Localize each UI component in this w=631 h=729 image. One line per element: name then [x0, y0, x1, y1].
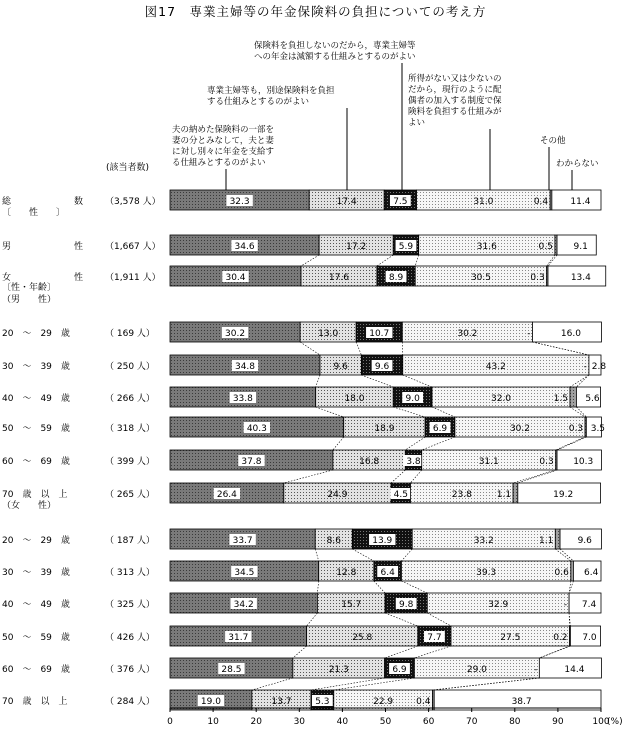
data-label: 3.8: [406, 457, 421, 467]
data-label: -: [534, 665, 538, 675]
data-label: 9.6: [577, 536, 592, 546]
data-label: 13.0: [318, 329, 339, 339]
legend-label: 偶者の加入する制度で保: [408, 96, 502, 106]
row-category-label: 70 歳 以 上: [2, 490, 68, 500]
data-label: 18.0: [344, 394, 365, 404]
group-label: （男 性）: [2, 295, 57, 305]
row-category-label: 70 歳 以 上: [2, 697, 68, 707]
connector-line: [548, 255, 557, 266]
data-label: 24.9: [327, 490, 348, 500]
data-label: 9.1: [573, 242, 588, 252]
data-label: 6.9: [432, 424, 448, 434]
data-label: 16.0: [560, 329, 581, 339]
connector-line: [410, 470, 421, 483]
data-label: -: [583, 362, 587, 372]
data-label: 7.4: [581, 600, 597, 610]
row-count-label: （ 169 人）: [105, 329, 155, 339]
connector-line: [361, 375, 393, 387]
data-label: 5.9: [398, 242, 414, 252]
data-label: 34.2: [233, 600, 254, 610]
data-label: 28.5: [221, 665, 242, 675]
row-count-label: （ 250 人）: [105, 362, 155, 372]
group-label: 〔性・年齢〕: [2, 283, 57, 293]
data-label: 17.4: [336, 197, 357, 207]
connector-line: [570, 375, 589, 387]
data-label: 19.2: [553, 490, 574, 500]
data-label: 33.7: [232, 536, 253, 546]
data-label: 26.4: [216, 490, 237, 500]
connector-line: [377, 255, 393, 266]
connector-line: [333, 437, 344, 450]
connector-line: [414, 646, 451, 658]
data-label: 31.7: [228, 633, 249, 643]
row-category-label: 60 ～ 69 歳: [2, 665, 70, 675]
connector-line: [317, 581, 318, 593]
data-label: 17.2: [346, 242, 367, 252]
data-label: 9.0: [405, 394, 420, 404]
row-count-label: （1,911 人）: [105, 273, 161, 283]
data-label: 22.9: [373, 697, 394, 707]
connector-line: [427, 613, 451, 626]
data-label: 39.3: [476, 568, 497, 578]
data-label: 8.9: [388, 273, 404, 283]
connector-line: [316, 407, 344, 417]
row-count-label: （ 187 人）: [105, 536, 155, 546]
row-category-label: 50 ～ 59 歳: [2, 633, 70, 643]
row-category-label: 20 ～ 29 歳: [2, 329, 70, 339]
data-label: 18.9: [374, 424, 395, 434]
data-label: 32.0: [490, 394, 512, 404]
data-label: 30.5: [470, 273, 491, 283]
legend-label: 所得がない又は少ないの: [408, 74, 502, 84]
data-label: -: [527, 329, 531, 339]
x-unit-label: (%): [607, 717, 623, 727]
data-label: 1.5: [553, 394, 568, 404]
data-label: 6.4: [584, 568, 599, 578]
data-label: 9.8: [399, 600, 414, 610]
data-label: 13.9: [372, 536, 393, 546]
bar-segment: [570, 387, 576, 407]
x-tick-label: 50: [379, 717, 392, 727]
data-label: 8.6: [326, 536, 341, 546]
legend-label: わからない: [556, 159, 599, 169]
connector-line: [403, 375, 432, 387]
row-count-label: （ 318 人）: [105, 424, 155, 434]
row-count-label: （ 426 人）: [105, 633, 155, 643]
data-label: 14.4: [564, 665, 585, 675]
data-label: 30.2: [457, 329, 478, 339]
x-tick-label: 90: [552, 717, 564, 727]
row-count-label: （1,667 人）: [105, 242, 161, 252]
x-tick-label: 0: [167, 717, 173, 727]
data-label: 6.9: [392, 665, 407, 675]
data-label: 37.8: [241, 457, 262, 467]
row-category-label: 40 ～ 49 歳: [2, 394, 70, 404]
data-label: 25.8: [352, 633, 373, 643]
bar-segment: [555, 529, 560, 549]
count-header: (該当者数): [106, 163, 150, 173]
data-label: 30.4: [225, 273, 246, 283]
x-tick-label: 20: [250, 717, 262, 727]
data-label: 1.1: [538, 536, 554, 546]
row-category-label: 60 ～ 69 歳: [2, 457, 70, 467]
legend-label: その他: [540, 136, 566, 146]
data-label: 0.4: [416, 697, 431, 707]
data-label: 31.0: [473, 197, 494, 207]
data-label: 4.5: [393, 490, 408, 500]
x-tick-label: 100: [592, 717, 610, 727]
legend-label: への年金は減額する仕組みとするのがよい: [254, 52, 416, 62]
connector-line: [252, 678, 293, 690]
connector-line: [356, 342, 361, 355]
data-label: 10.3: [573, 457, 594, 467]
data-label: 34.8: [234, 362, 256, 372]
connector-line: [432, 407, 455, 417]
data-label: 12.8: [336, 568, 357, 578]
row-category-label: 総 数: [2, 197, 84, 207]
row-category-label: 30 ～ 39 歳: [2, 568, 70, 578]
connector-line: [300, 342, 320, 355]
data-label: 13.4: [570, 273, 591, 283]
bar-segment: [513, 483, 518, 503]
connector-line: [415, 255, 418, 266]
legend-label: よい: [408, 118, 426, 128]
row-count-label: （ 266 人）: [105, 394, 155, 404]
data-label: 1.1: [496, 490, 512, 500]
connector-line: [307, 613, 318, 626]
row-category-label: 男 性: [2, 242, 84, 252]
data-label: 40.3: [246, 424, 267, 434]
connector-line: [434, 678, 539, 690]
legend-label: 専業主婦等も，別途保険料を負担: [207, 86, 335, 96]
row-count-label: （ 284 人）: [105, 697, 155, 707]
connector-line: [422, 437, 455, 450]
row-category-label: 50 ～ 59 歳: [2, 424, 70, 434]
data-label: 3.5: [590, 424, 606, 434]
data-label: 29.0: [466, 665, 487, 675]
x-tick-label: 80: [509, 717, 521, 727]
x-tick-label: 70: [465, 717, 478, 727]
connector-line: [570, 407, 585, 417]
x-tick-label: 30: [293, 717, 306, 727]
data-label: 33.8: [232, 394, 253, 404]
group-label: 〔 性 〕: [2, 208, 66, 218]
data-label: 0.5: [538, 242, 553, 252]
connector-line: [293, 646, 307, 658]
data-label: -: [563, 600, 568, 610]
data-label: 7.7: [427, 633, 442, 643]
connector-line: [547, 255, 555, 266]
connector-line: [401, 581, 427, 593]
data-label: 13.7: [271, 697, 292, 707]
row-count-label: （ 265 人）: [105, 490, 155, 500]
row-count-label: （ 376 人）: [105, 665, 155, 675]
data-label: 43.2: [485, 362, 506, 372]
data-label: 9.6: [374, 362, 390, 372]
data-label: 0.6: [554, 568, 569, 578]
data-label: 31.1: [478, 457, 499, 467]
connector-line: [316, 375, 320, 387]
row-category-label: 40 ～ 49 歳: [2, 600, 70, 610]
connector-line: [393, 407, 425, 417]
chart-title: 図17 専業主婦等の年金保険料の負担についての考え方: [144, 4, 487, 19]
connector-line: [405, 437, 425, 450]
legend-label: 妻の分とみなして，夫と妻: [172, 136, 274, 146]
data-label: 11.4: [570, 197, 591, 207]
data-label: 7.0: [582, 633, 597, 643]
row-count-label: （ 399 人）: [105, 457, 155, 467]
legend-label: に対し別々に年金を支給す: [172, 147, 275, 157]
connector-line: [560, 549, 573, 561]
x-tick-label: 40: [336, 717, 349, 727]
x-tick-label: 60: [422, 717, 435, 727]
data-label: 34.5: [234, 568, 255, 578]
connector-line: [315, 549, 318, 561]
data-label: 0.4: [533, 197, 549, 207]
connector-line: [374, 581, 385, 593]
connector-line: [334, 678, 415, 690]
data-label: 30.2: [225, 329, 246, 339]
x-tick-label: 10: [207, 717, 219, 727]
legend-label: る仕組みとするのがよい: [172, 158, 266, 168]
row-count-label: （ 325 人）: [105, 600, 155, 610]
data-label: 9.6: [333, 362, 348, 372]
legend-label: 夫の納めた保険料の一部を: [172, 125, 275, 135]
group-label: （女 性）: [2, 501, 57, 511]
connector-line: [401, 549, 412, 561]
row-category-label: 女 性: [2, 273, 84, 283]
connector-line: [301, 255, 319, 266]
data-label: 23.8: [451, 490, 472, 500]
connector-line: [385, 646, 418, 658]
connector-line: [555, 549, 571, 561]
row-category-label: 20 ～ 29 歳: [2, 536, 70, 546]
connector-line: [532, 342, 588, 355]
data-label: 32.9: [488, 600, 509, 610]
data-label: 2.8: [591, 362, 607, 372]
connector-line: [385, 613, 418, 626]
data-label: 34.6: [234, 242, 255, 252]
data-label: 5.6: [585, 394, 600, 404]
connector-line: [513, 470, 556, 483]
data-label: 33.2: [473, 536, 494, 546]
data-label: 5.3: [315, 697, 330, 707]
data-label: 19.0: [200, 697, 221, 707]
data-label: 0.3: [539, 457, 554, 467]
data-label: 27.5: [500, 633, 521, 643]
data-label: 38.7: [511, 697, 532, 707]
data-label: 0.3: [530, 273, 545, 283]
data-label: 30.2: [509, 424, 530, 434]
legend-label: 険料を負担する仕組みが: [408, 107, 502, 117]
connector-line: [518, 470, 557, 483]
data-label: 0.2: [553, 633, 568, 643]
connector-line: [557, 437, 586, 450]
data-label: 15.7: [341, 600, 362, 610]
legend-label: だから，現行のように配: [408, 85, 502, 95]
connector-line: [576, 375, 588, 387]
data-label: 17.6: [328, 273, 349, 283]
data-label: 0.3: [568, 424, 584, 434]
data-label: 31.6: [476, 242, 497, 252]
connector-line: [391, 470, 405, 483]
data-label: 32.3: [229, 197, 250, 207]
connector-line: [352, 549, 374, 561]
connector-line: [284, 470, 333, 483]
row-count-label: （ 313 人）: [105, 568, 155, 578]
legend-label: 保険料を負担しないのだから，専業主婦等: [254, 41, 416, 51]
data-label: 6.4: [380, 568, 395, 578]
data-label: 16.8: [359, 457, 380, 467]
connector-line: [556, 437, 585, 450]
data-label: 21.3: [328, 665, 349, 675]
data-label: 7.5: [393, 197, 408, 207]
row-count-label: （3,578 人）: [105, 197, 161, 207]
row-category-label: 30 ～ 39 歳: [2, 362, 70, 372]
legend-label: する仕組みとするのがよい: [207, 97, 310, 107]
connector-line: [569, 581, 571, 593]
data-label: 10.7: [369, 329, 390, 339]
